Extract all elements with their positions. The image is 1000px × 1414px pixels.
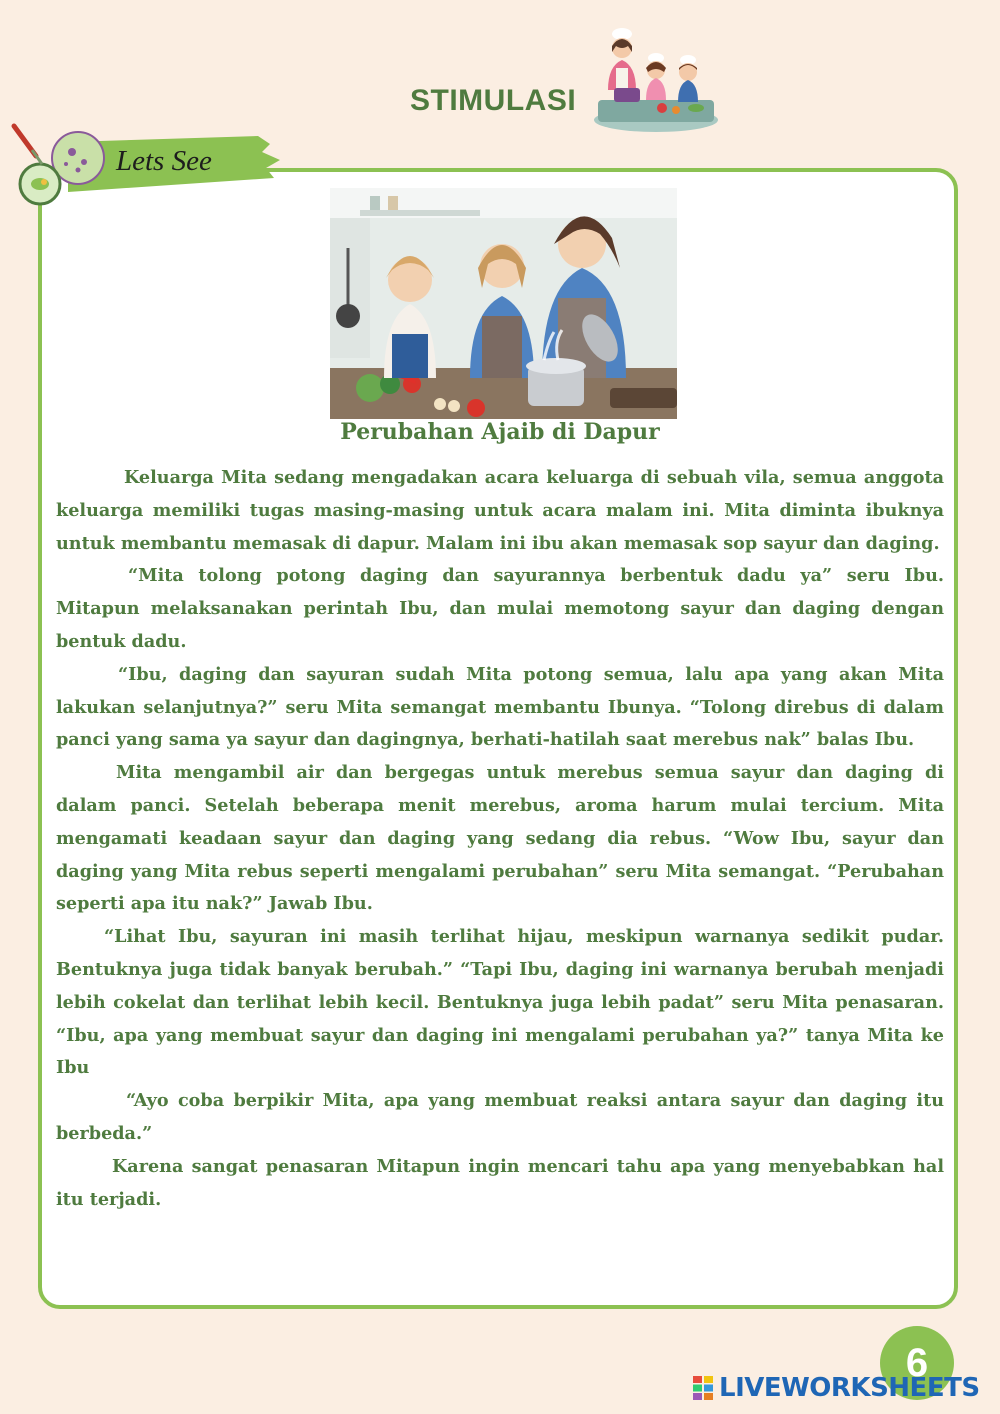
story-paragraph: Keluarga Mita sedang mengadakan acara keluarga di sebuah vila, semua anggota keluarga memiliki tugas masing-masing untuk acara malam ini. Mita diminta ibuknya untuk membantu memasak di dapur. Malam ini ibu akan memasak sop sayur dan daging. <box>56 467 944 554</box>
story-title: Perubahan Ajaib di Dapur <box>340 419 660 445</box>
lets-see-banner <box>8 122 288 212</box>
banner-label: Lets See <box>116 145 212 177</box>
section-title: STIMULASI <box>410 84 577 117</box>
story-paragraph: Mita mengambil air dan bergegas untuk merebus semua sayur dan daging di dalam panci. Setelah beberapa menit merebus, aroma harum mulai tercium. Mita mengamati keadaan sayur dan daging yang sedang dia rebus. “Wow Ibu, sayur dan daging yang Mita rebus seperti mengalami perubahan” seru Mita semangat. “Perubahan seperti apa itu nak?” Jawab Ibu. <box>56 762 944 915</box>
story-paragraph: “Ibu, daging dan sayuran sudah Mita potong semua, lalu apa yang akan Mita lakukan selanjutnya?” seru Mita semangat membantu Ibunya. “Tolong direbus di dalam panci yang sama ya sayur dan dagingnya, berhati-hatilah saat merebus nak” balas Ibu. <box>56 663 944 751</box>
story-paragraph: Karena sangat penasaran Mitapun ingin mencari tahu apa yang menyebabkan hal itu terjadi. <box>56 1155 944 1210</box>
story-paragraph: “Lihat Ibu, sayuran ini masih terlihat hijau, meskipun warnanya sedikit pudar. Bentuknya juga tidak banyak berubah.” “Tapi Ibu, daging ini warnanya berubah menjadi lebih cokelat dan terlihat lebih kecil. Bentuknya juga lebih padat” seru Mita penasaran. “Ibu, apa yang membuat sayur dan daging ini mengalami perubahan ya?” tanya Mita ke Ibu <box>56 926 944 1079</box>
liveworksheets-logo-icon <box>693 1376 713 1400</box>
liveworksheets-brand[interactable] <box>693 1372 980 1404</box>
family-cooking-illustration <box>592 28 720 134</box>
kitchen-photo <box>330 188 677 419</box>
brand-name: LIVEWORKSHEETS <box>719 1373 980 1403</box>
story-paragraph: “Mita tolong potong daging dan sayurannya berbentuk dadu ya” seru Ibu. Mitapun melaksanakan perintah Ibu, dan mulai memotong sayur dan daging dengan bentuk dadu. <box>56 565 944 652</box>
mother-daughters-cooking-image <box>330 188 677 419</box>
story-paragraph: “Ayo coba berpikir Mita, apa yang membuat reaksi antara sayur dan daging itu berbeda.” <box>56 1090 944 1144</box>
story-body <box>56 462 944 1216</box>
page-number-badge: 6 <box>880 1326 954 1400</box>
